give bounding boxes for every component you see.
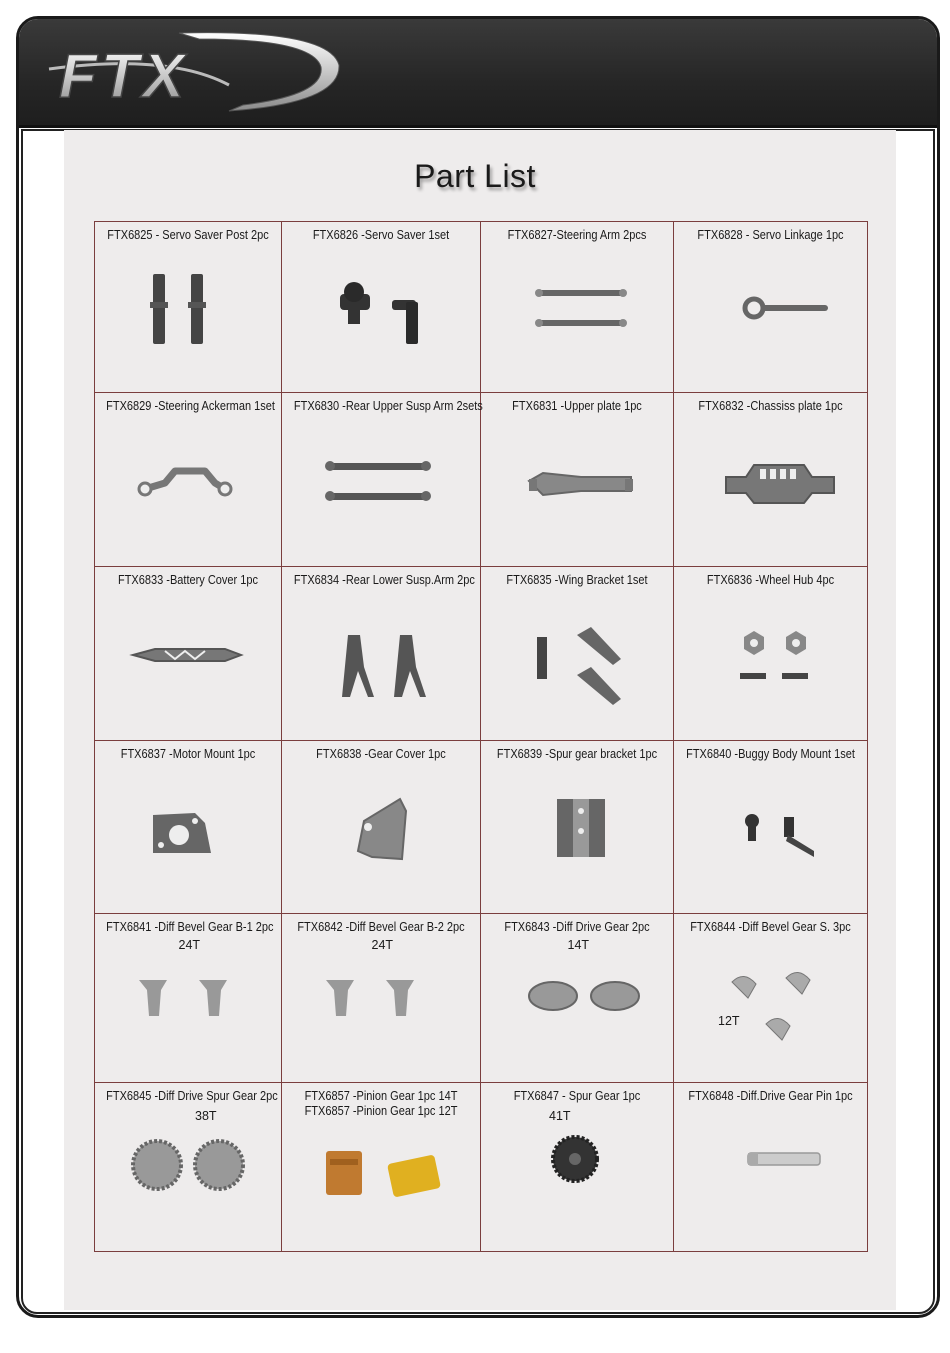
wheel-hub-icon [674,567,867,741]
part-label: FTX6839 -Spur gear bracket 1pc [496,747,658,761]
part-label: FTX6843 -Diff Drive Gear 2pc [504,920,650,934]
parts-grid [94,221,868,1252]
diff-drive-gear-icon [481,914,674,1083]
gear-cover-icon [282,741,481,914]
part-cell [282,914,481,1083]
chassis-plate-icon [674,393,867,567]
tooth-count: 12T [718,1014,740,1028]
spur-gear-bracket-icon [481,741,674,914]
servo-saver-icon [282,222,481,393]
tooth-count: 41T [549,1109,571,1123]
part-label: FTX6828 - Servo Linkage 1pc [697,228,844,242]
part-label: FTX6834 -Rear Lower Susp.Arm 2pc [293,573,475,587]
part-label-2: FTX6857 -Pinion Gear 1pc 12T [304,1104,458,1118]
part-cell [481,567,674,741]
steering-ackerman-icon [95,393,282,567]
part-label: FTX6833 -Battery Cover 1pc [117,573,259,587]
part-cell [674,741,867,914]
motor-mount-icon [95,741,282,914]
part-label: FTX6831 -Upper plate 1pc [512,399,642,413]
part-cell [481,1083,674,1251]
diff-drive-spur-gear-icon [95,1083,282,1251]
part-label: FTX6835 -Wing Bracket 1set [506,573,648,587]
servo-saver-post-icon [95,222,282,393]
part-cell [674,222,867,393]
pinion-gear-icon [282,1083,481,1251]
diff-drive-gear-pin-icon [674,1083,867,1251]
part-cell [95,567,282,741]
ftx-logo [29,25,349,121]
servo-linkage-icon [674,222,867,393]
part-cell [95,393,282,567]
part-cell [282,1083,481,1251]
buggy-body-mount-icon [674,741,867,914]
wing-bracket-icon [481,567,674,741]
tooth-count: 14T [567,938,590,952]
part-label: FTX6827-Steering Arm 2pcs [507,228,647,242]
diff-bevel-gear-icon [282,914,481,1083]
part-label: FTX6842 -Diff Bevel Gear B-2 2pc [297,920,465,934]
part-cell [481,222,674,393]
part-label: FTX6838 -Gear Cover 1pc [316,747,446,761]
part-label: FTX6841 -Diff Bevel Gear B-1 2pc [106,920,274,934]
upper-plate-icon [481,393,674,567]
part-label: FTX6845 -Diff Drive Spur Gear 2pc [106,1089,278,1103]
rear-upper-susp-arm-icon [282,393,481,567]
part-cell [282,567,481,741]
part-cell [481,393,674,567]
tooth-count: 38T [195,1109,217,1123]
part-cell [95,741,282,914]
part-label: FTX6829 -Steering Ackerman 1set [106,399,275,413]
part-label: FTX6825 - Servo Saver Post 2pc [107,228,269,242]
part-label: FTX6826 -Servo Saver 1set [312,228,450,242]
part-cell [481,741,674,914]
svg-text:FTX: FTX [59,42,189,111]
part-cell [282,222,481,393]
steering-arm-icon [481,222,674,393]
part-cell [481,914,674,1083]
part-cell [95,222,282,393]
spur-gear-icon [481,1083,674,1251]
tooth-count: 24T [178,938,201,952]
rear-lower-susp-arm-icon [282,567,481,741]
part-label: FTX6844 -Diff Bevel Gear S. 3pc [690,920,851,934]
part-cell [95,914,282,1083]
diff-bevel-gear-icon [95,914,282,1083]
part-cell [674,567,867,741]
part-cell [674,914,867,1083]
part-label: FTX6832 -Chassiss plate 1pc [698,399,843,413]
part-label: FTX6848 -Diff.Drive Gear Pin 1pc [688,1089,853,1103]
tooth-count: 24T [371,938,394,952]
part-label: FTX6857 -Pinion Gear 1pc 14T [304,1089,458,1103]
part-label: FTX6840 -Buggy Body Mount 1set [686,747,855,761]
part-cell [674,393,867,567]
part-label: FTX6830 -Rear Upper Susp Arm 2sets [293,399,483,413]
part-label: FTX6847 - Spur Gear 1pc [513,1089,641,1103]
part-label: FTX6837 -Motor Mount 1pc [120,747,256,761]
diff-bevel-gear-small-icon [674,914,867,1083]
part-cell [95,1083,282,1251]
part-cell [282,393,481,567]
page-title: Part List [414,158,536,194]
header-bar [19,19,937,128]
part-cell [282,741,481,914]
part-label: FTX6836 -Wheel Hub 4pc [706,573,835,587]
part-cell [674,1083,867,1251]
battery-cover-icon [95,567,282,741]
